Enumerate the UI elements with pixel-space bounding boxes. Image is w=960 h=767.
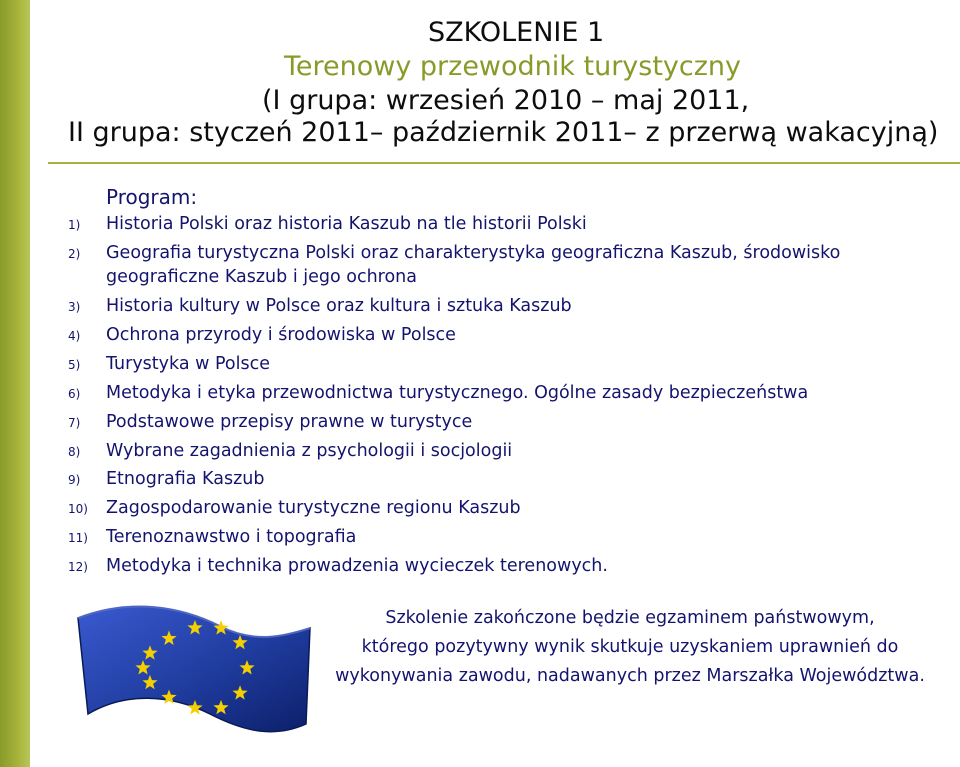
title-line-2: Terenowy przewodnik turystyczny: [284, 51, 742, 82]
closing-line-1: Szkolenie zakończone będzie egzaminem państwowym,: [385, 608, 875, 628]
closing-line-3: wykonywania zawodu, nadawanych przez Marszałka Województwa.: [335, 666, 925, 686]
list-item-text: Wybrane zagadnienia z psychologii i socjologii: [106, 441, 513, 461]
decorative-side-bar: [0, 0, 30, 767]
list-item-number: 3): [68, 300, 81, 314]
list-item-number: 4): [68, 329, 81, 343]
list-item-number: 5): [68, 358, 81, 372]
list-item-text: [106, 241, 840, 289]
list-item-number: 2): [68, 247, 81, 261]
list-item-text: Etnografia Kaszub: [106, 469, 265, 489]
list-item-number: 11): [68, 531, 88, 545]
list-item-number: 7): [68, 416, 81, 430]
list-item-text-line-2: geograficzne Kaszub i jego ochrona: [106, 267, 418, 287]
list-item-number: 10): [68, 502, 88, 516]
program-label: Program:: [106, 185, 198, 209]
list-item-number: 12): [68, 560, 88, 574]
list-item-number: 6): [68, 387, 81, 401]
list-item-text: Metodyka i etyka przewodnictwa turystycznego. Ogólne zasady bezpieczeństwa: [106, 383, 809, 403]
closing-note: [300, 604, 960, 691]
title-line-1: SZKOLENIE 1: [428, 17, 605, 48]
list-item-text: Historia kultury w Polsce oraz kultura i sztuka Kaszub: [106, 296, 572, 316]
list-item-text: Podstawowe przepisy prawne w turystyce: [106, 412, 473, 432]
list-item-text: Historia Polski oraz historia Kaszub na tle historii Polski: [106, 214, 587, 234]
list-item-number: 9): [68, 473, 81, 487]
list-item-number: 8): [68, 445, 81, 459]
list-item-number: 1): [68, 218, 81, 232]
list-item-text: Metodyka i technika prowadzenia wycieczek terenowych.: [106, 556, 608, 576]
list-item-text: Ochrona przyrody i środowiska w Polsce: [106, 325, 456, 345]
title-line-3: (I grupa: wrzesień 2010 – maj 2011,: [262, 85, 750, 116]
closing-line-2: którego pozytywny wynik skutkuje uzyskaniem uprawnień do: [361, 637, 899, 657]
list-item-text: Terenoznawstwo i topografia: [106, 527, 357, 547]
list-item-text: Turystyka w Polsce: [106, 354, 271, 374]
list-item-text-line-1: Geografia turystyczna Polski oraz charakterystyka geograficzna Kaszub, środowisko: [106, 243, 841, 263]
title-divider: [48, 162, 960, 164]
list-item-text: Zagospodarowanie turystyczne regionu Kaszub: [106, 498, 521, 518]
title-line-4: II grupa: styczeń 2011– październik 2011– z przerwą wakacyjną): [68, 117, 939, 148]
eu-flag-icon: [70, 596, 320, 746]
